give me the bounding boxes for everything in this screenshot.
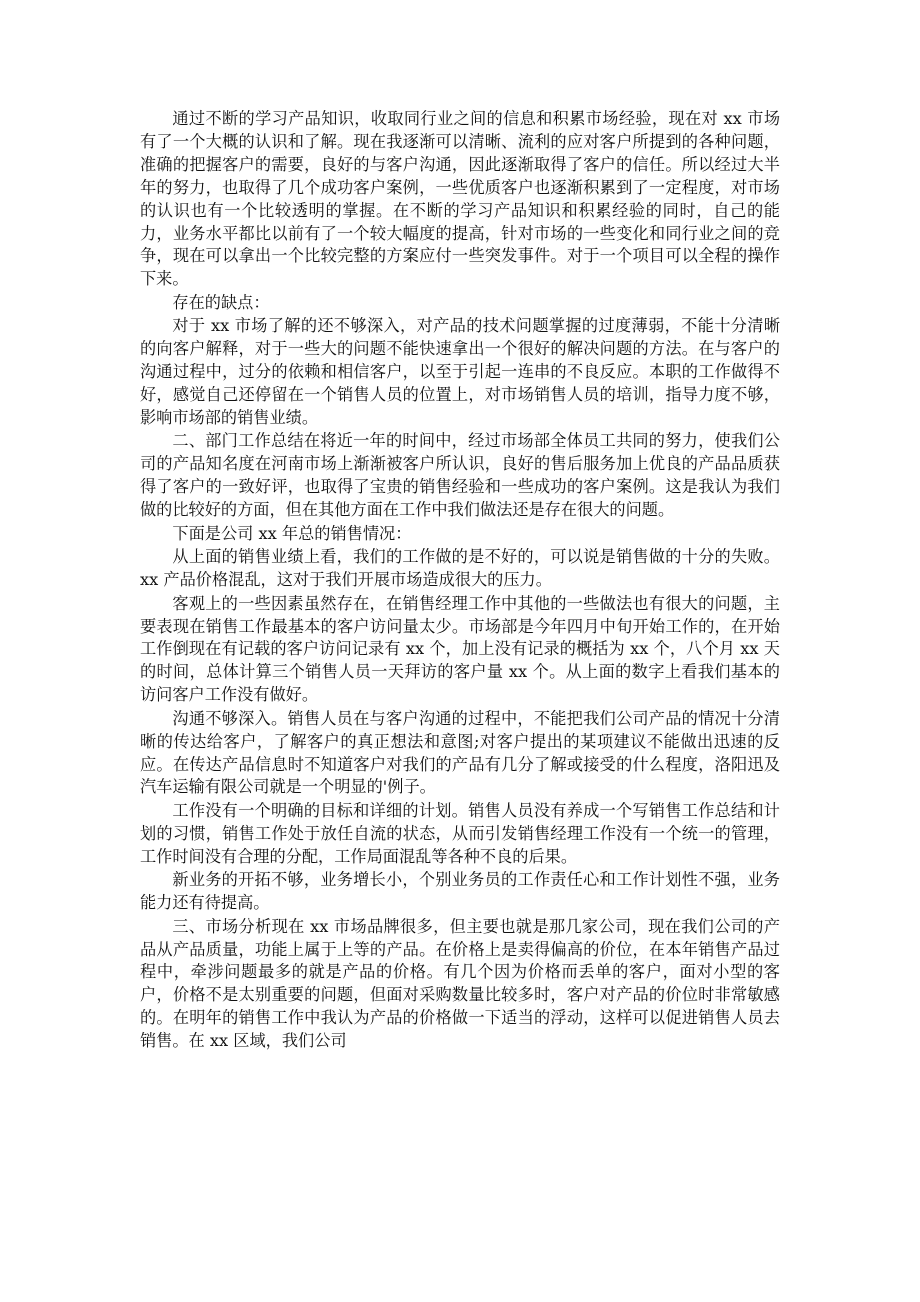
paragraph-8: 沟通不够深入。销售人员在与客户沟通的过程中，不能把我们公司产品的情况十分清晰的传达给客户，了解客户的真正想法和意图;对客户提出的某项建议不能做出迅速的反应。在传达产品信息时不知道客户对我们的产品有几分了解或接受的什么程度，洛阳迅及汽车运输有限公司就是一个明显的'例子。 [140,708,780,797]
paragraph-11: 三、市场分析现在 xx 市场品牌很多，但主要也就是那几家公司，现在我们公司的产品从产品质量，功能上属于上等的产品。在价格上是卖得偏高的价位，在本年销售产品过程中，牵涉问题最多的就是产品的价格。有几个因为价格而丢单的客户，面对小型的客户，价格不是太别重要的问题，但面对采购数量比较多时，客户对产品的价位时非常敏感的。在明年的销售工作中我认为产品的价格做一下适当的浮动，这样可以促进销售人员去销售。在 xx 区域，我们公司 [140,916,780,1051]
document-body [140,108,780,1054]
paragraph-7: 客观上的一些因素虽然存在，在销售经理工作中其他的一些做法也有很大的问题，主要表现在销售工作最基本的客户访问量太少。市场部是今年四月中旬开始工作的，在开始工作倒现在有记载的客户访问记录有 xx 个，加上没有记录的概括为 xx 个，八个月 xx 天的时间，总体计算三个销售人员一天拜访的客户量 xx 个。从上面的数字上看我们基本的访问客户工作没有做好。 [140,593,780,705]
paragraph-2: 存在的缺点： [172,292,270,312]
paragraph-9: 工作没有一个明确的目标和详细的计划。销售人员没有养成一个写销售工作总结和计划的习惯，销售工作处于放任自流的状态，从而引发销售经理工作没有一个统一的管理，工作时间没有合理的分配，工作局面混乱等各种不良的后果。 [140,800,780,866]
paragraph-5: 下面是公司 xx 年总的销售情况： [172,523,412,543]
paragraph-4: 二、部门工作总结在将近一年的时间中，经过市场部全体员工共同的努力，使我们公司的产品知名度在河南市场上渐渐被客户所认识，良好的售后服务加上优良的产品品质获得了客户的一致好评，也取得了宝贵的销售经验和一些成功的客户案例。这是我认为我们做的比较好的方面，但在其他方面在工作中我们做法还是存在很大的问题。 [140,431,780,520]
paragraph-3: 对于 xx 市场了解的还不够深入，对产品的技术问题掌握的过度薄弱，不能十分清晰的向客户解释，对于一些大的问题不能快速拿出一个很好的解决问题的方法。在与客户的沟通过程中，过分的依赖和相信客户，以至于引起一连串的不良反应。本职的工作做得不好，感觉自己还停留在一个销售人员的位置上，对市场销售人员的培训，指导力度不够，影响市场部的销售业绩。 [140,316,780,427]
paragraph-1: 通过不断的学习产品知识，收取同行业之间的信息和积累市场经验，现在对 xx 市场有了一个大概的认识和了解。现在我逐渐可以清晰、流利的应对客户所提到的各种问题，准确的把握客户的需要，良好的与客户沟通，因此逐渐取得了客户的信任。所以经过大半年的努力，也取得了几个成功客户案例，一些优质客户也逐渐积累到了一定程度，对市场的认识也有一个比较透明的掌握。在不断的学习产品知识和积累经验的同时，自己的能力，业务水平都比以前有了一个较大幅度的提高，针对市场的一些变化和同行业之间的竞争，现在可以拿出一个比较完整的方案应付一些突发事件。对于一个项目可以全程的操作下来。 [140,109,780,289]
paragraph-10: 新业务的开拓不够，业务增长小，个别业务员的工作责任心和工作计划性不强，业务能力还有待提高。 [140,870,780,913]
paragraph-6: 从上面的销售业绩上看，我们的工作做的是不好的，可以说是销售做的十分的失败。xx 产品价格混乱，这对于我们开展市场造成很大的压力。 [140,547,780,590]
